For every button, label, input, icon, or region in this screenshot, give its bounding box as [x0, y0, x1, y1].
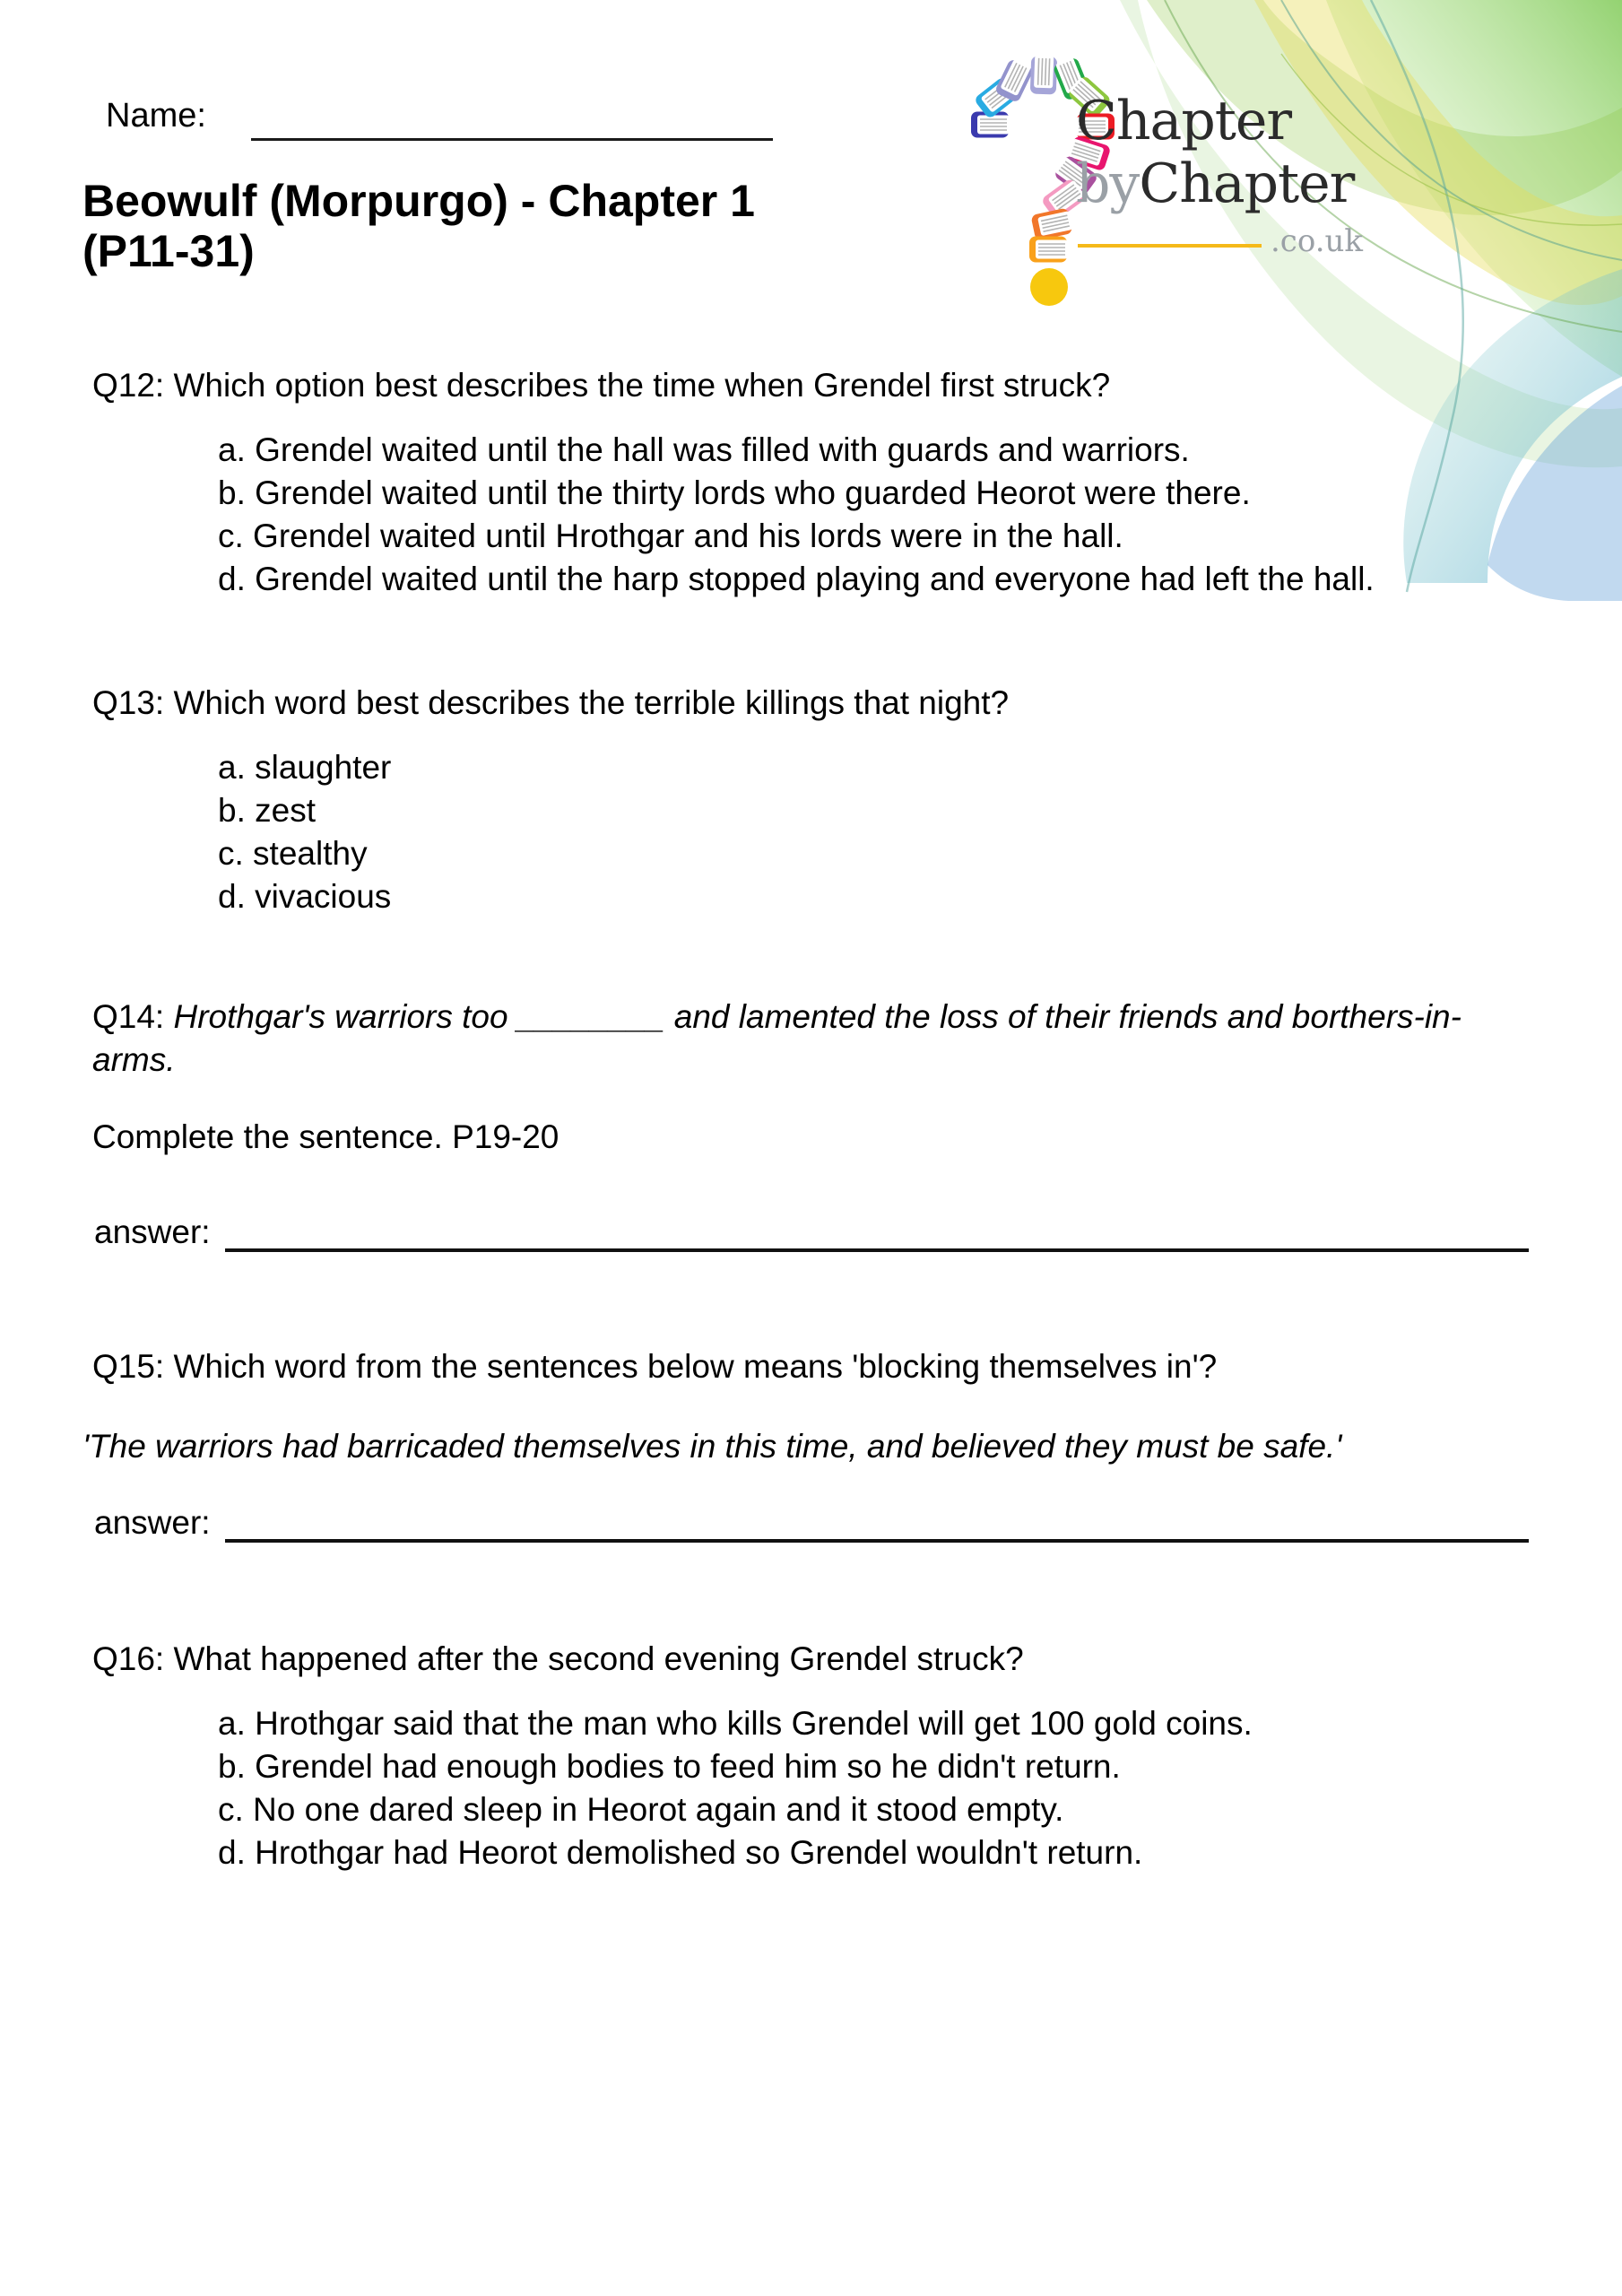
- option-b: b. zest: [218, 792, 316, 829]
- option-a: a. slaughter: [218, 749, 392, 786]
- question-q16: [92, 1638, 1545, 1874]
- option-a: a. Hrothgar said that the man who kills Grendel will get 100 gold coins.: [218, 1705, 1253, 1742]
- question-cloze-text: Hrothgar's warriors too ________ and lamented the loss of their friends and borthers-in-arms.: [92, 998, 1462, 1078]
- option-c: c. No one dared sleep in Heorot again and it stood empty.: [218, 1791, 1064, 1828]
- answer-row-q14: [94, 1213, 1529, 1252]
- option-b: b. Grendel waited until the thirty lords who guarded Heorot were there.: [218, 474, 1251, 511]
- question-q13: [92, 682, 1545, 918]
- answer-label: answer:: [94, 1213, 211, 1250]
- question-q15: [92, 1345, 1545, 1388]
- option-d: d. Grendel waited until the harp stopped playing and everyone had left the hall.: [218, 561, 1375, 597]
- logo-underline: [1078, 244, 1262, 248]
- option-a: a. Grendel waited until the hall was filled with guards and warriors.: [218, 431, 1190, 468]
- answer-blank-line[interactable]: [225, 1213, 1529, 1252]
- question-mark-dot-icon: [1030, 268, 1068, 306]
- option-list: [92, 429, 1545, 601]
- answer-row-q15: [94, 1503, 1529, 1543]
- name-label: Name:: [106, 97, 206, 135]
- name-blank-line[interactable]: [251, 106, 773, 141]
- chapterbychapter-logo: [1076, 90, 1363, 257]
- answer-label: answer:: [94, 1504, 211, 1541]
- answer-blank-line[interactable]: [225, 1503, 1529, 1543]
- book-icon: [1029, 237, 1068, 263]
- question-prompt: Q16: What happened after the second evening Grendel struck?: [92, 1640, 1024, 1677]
- question-prompt: Q13: Which word best describes the terrible killings that night?: [92, 684, 1010, 721]
- question-quote: 'The warriors had barricaded themselves in this time, and believed they must be safe.': [82, 1428, 1342, 1465]
- option-b: b. Grendel had enough bodies to feed him so he didn't return.: [218, 1748, 1121, 1785]
- option-d: d. vivacious: [218, 878, 392, 915]
- logo-footer: [1076, 223, 1364, 259]
- logo-by: by: [1076, 152, 1140, 215]
- logo-domain: .co.uk: [1271, 223, 1364, 259]
- option-list: [92, 1702, 1545, 1874]
- question-prompt: Q12: Which option best describes the time when Grendel first struck?: [92, 367, 1111, 404]
- question-q14: [92, 996, 1491, 1082]
- logo-word-bottom: [1076, 152, 1363, 215]
- option-d: d. Hrothgar had Heorot demolished so Grendel wouldn't return.: [218, 1834, 1143, 1871]
- question-instruction: Complete the sentence. P19-20: [92, 1118, 559, 1155]
- question-q12: [92, 364, 1545, 601]
- option-list: [92, 746, 1545, 918]
- option-c: c. stealthy: [218, 835, 368, 872]
- question-prompt: Q15: Which word from the sentences below means 'blocking themselves in'?: [92, 1348, 1218, 1385]
- option-c: c. Grendel waited until Hrothgar and his lords were in the hall.: [218, 517, 1123, 554]
- book-icon: [1030, 207, 1073, 240]
- logo-chapter: Chapter: [1139, 152, 1355, 215]
- page-title: Beowulf (Morpurgo) - Chapter 1 (P11-31): [82, 176, 755, 276]
- book-icon: [1030, 56, 1057, 95]
- logo-word-top: Chapter: [1076, 90, 1292, 152]
- question-number: Q14:: [92, 998, 174, 1035]
